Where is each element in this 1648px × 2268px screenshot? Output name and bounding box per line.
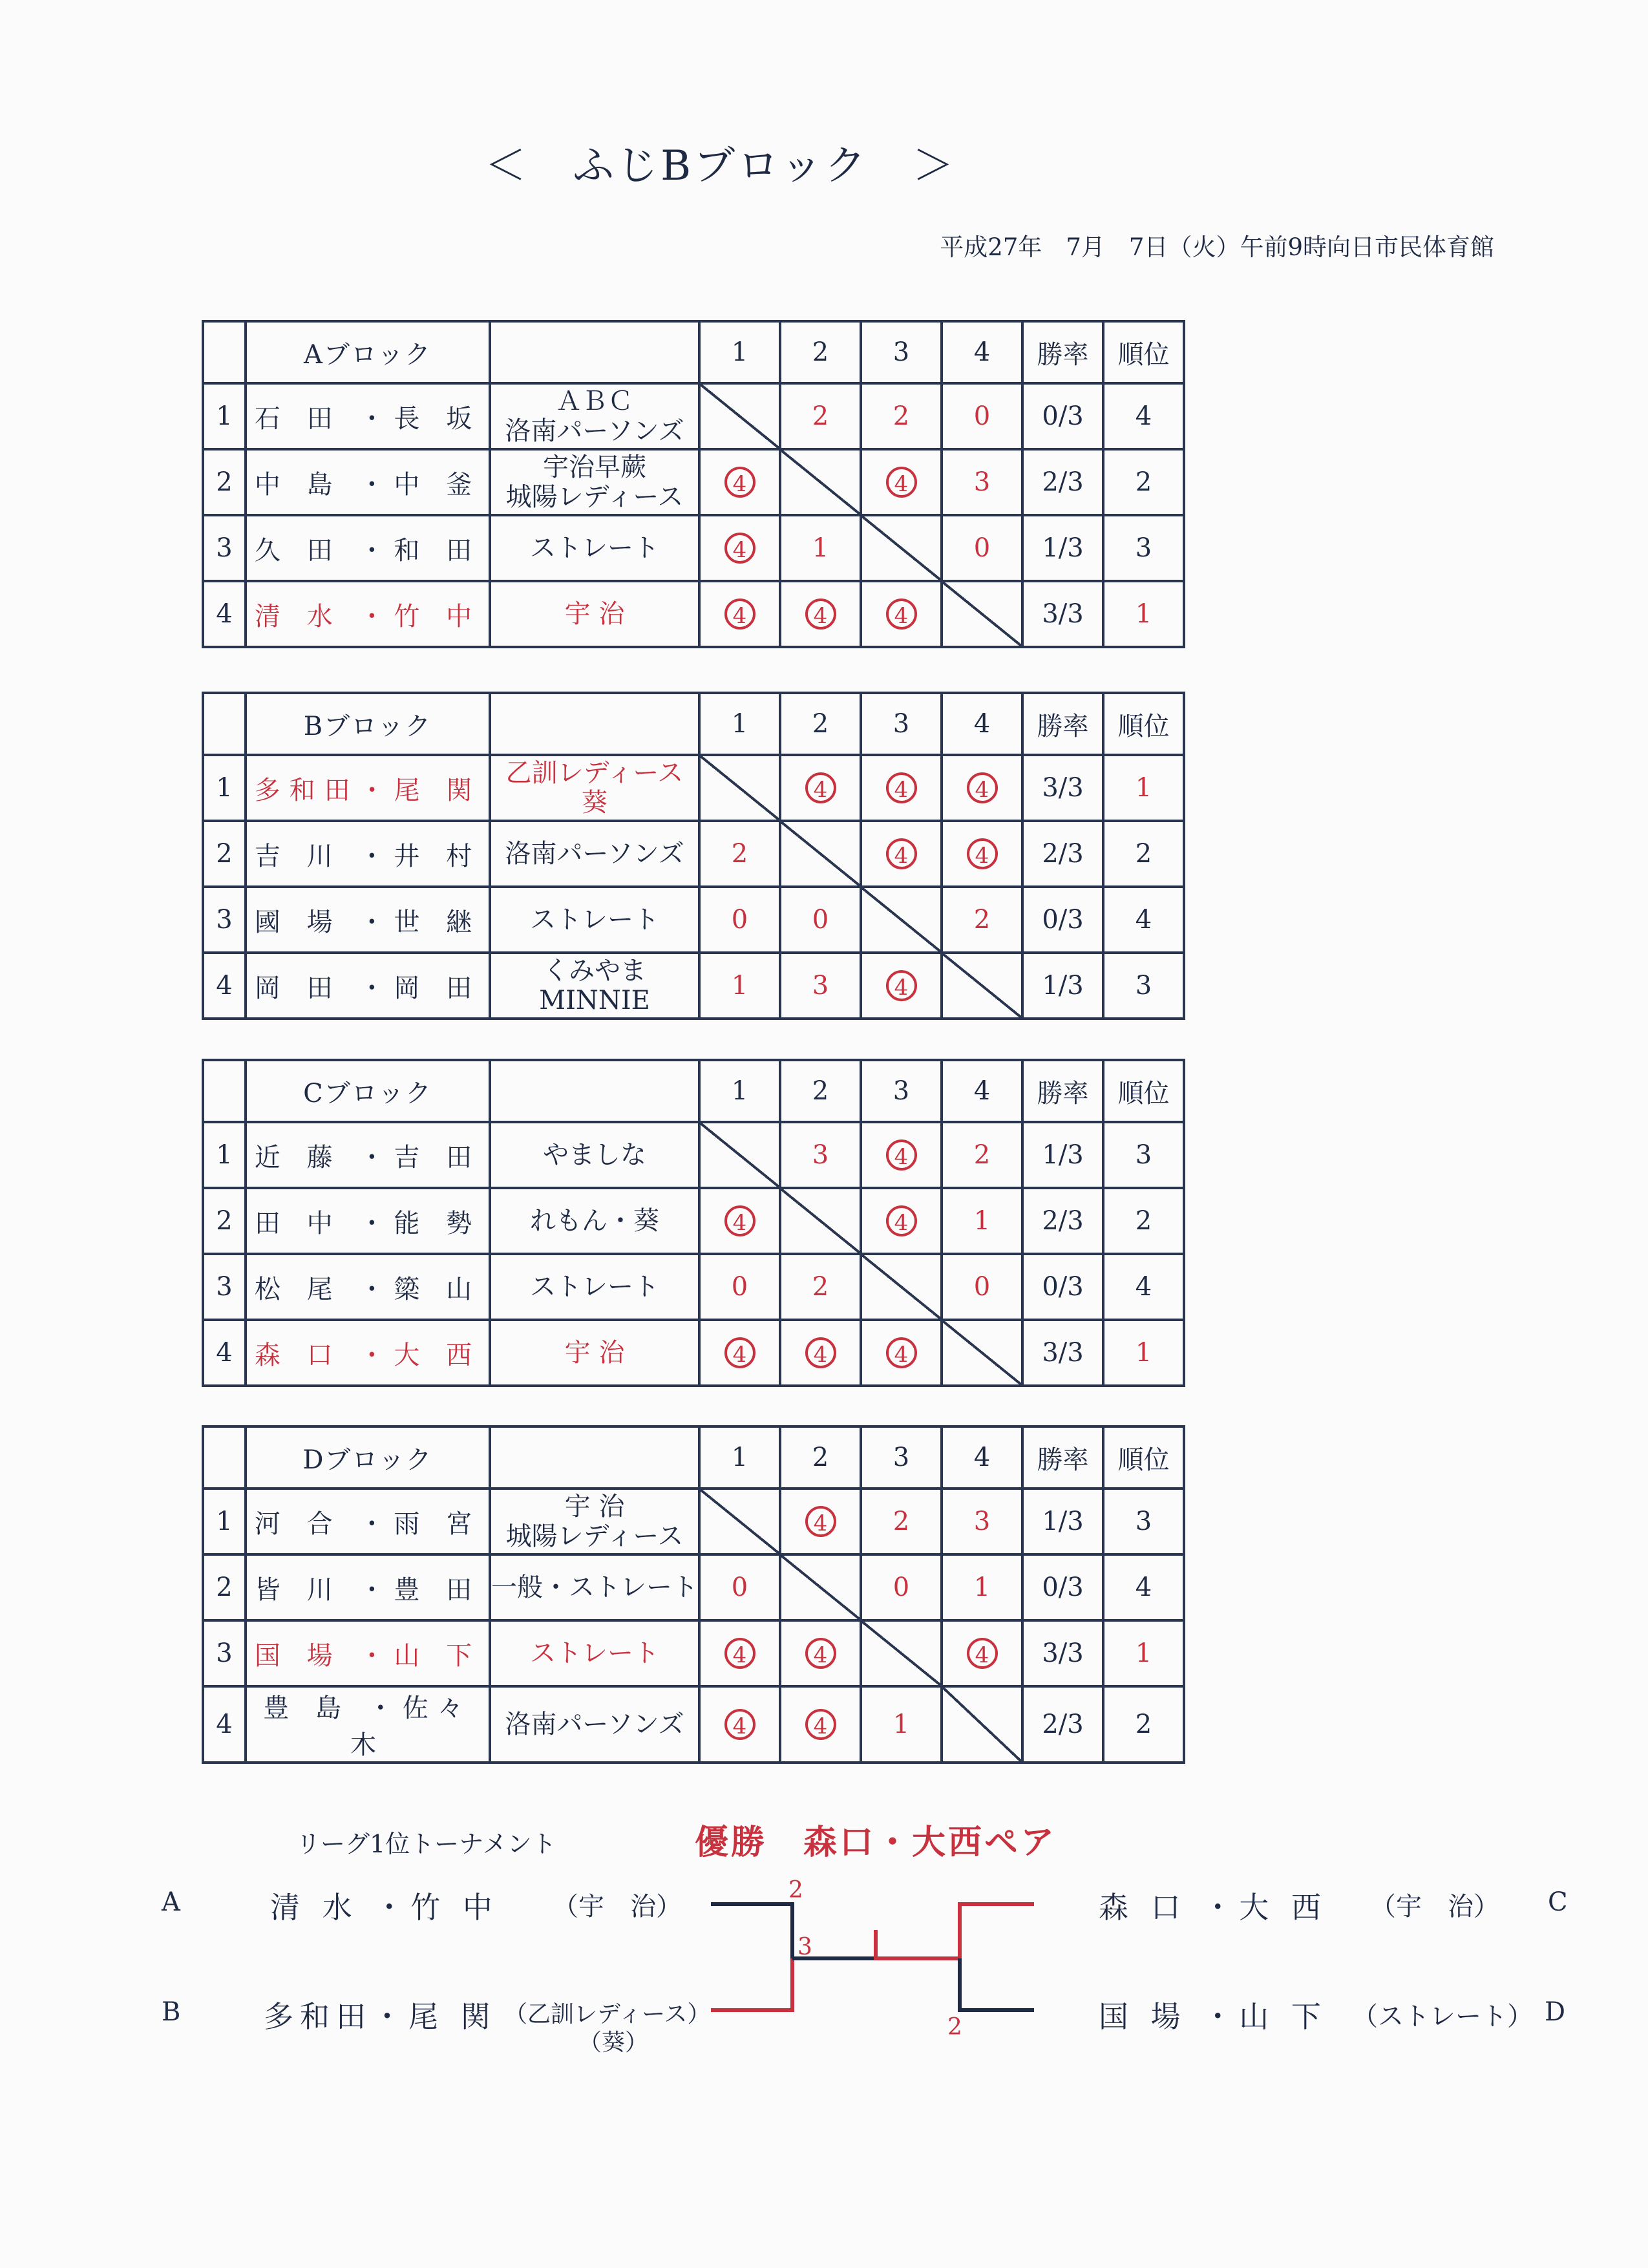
header-col-4: 4	[942, 1060, 1022, 1122]
win-score-circle: 4	[805, 1506, 836, 1537]
rank: 1	[1103, 1620, 1184, 1686]
win-rate: 2/3	[1022, 449, 1103, 515]
header-win-rate: 勝率	[1022, 1426, 1103, 1489]
club-name: ストレート	[530, 1272, 659, 1302]
header-win-rate: 勝率	[1022, 321, 1103, 383]
rank: 3	[1103, 515, 1184, 581]
bracket-score-d: 2	[947, 2014, 962, 2040]
row-no: 4	[203, 581, 246, 647]
club-name: ＡＢＣ	[556, 387, 633, 416]
win-rate: 1/3	[1022, 1489, 1103, 1554]
win-score-circle: 4	[805, 1337, 836, 1368]
win-rate: 3/3	[1022, 1320, 1103, 1386]
win-score-circle: 4	[967, 772, 998, 803]
header-col-2: 2	[780, 693, 861, 755]
bracket-score-semi: 3	[798, 1934, 812, 1960]
row-no: 2	[203, 449, 246, 515]
score-cell: 2	[942, 887, 1022, 953]
row-no: 3	[203, 1254, 246, 1320]
score-cell: 2	[861, 383, 942, 449]
score-cell: 1	[942, 1554, 1022, 1620]
rank: 2	[1103, 821, 1184, 887]
rank: 1	[1103, 755, 1184, 821]
score-cell: 2	[861, 1489, 942, 1554]
rank: 4	[1103, 383, 1184, 449]
champion-banner: 優勝 森口・大西ペア	[695, 1823, 1057, 1862]
bracket-line-d	[960, 1958, 1034, 2010]
rank: 1	[1103, 581, 1184, 647]
block-name: Cブロック	[246, 1060, 490, 1122]
block-name: Bブロック	[246, 693, 490, 755]
win-rate: 0/3	[1022, 1554, 1103, 1620]
header-rank: 順位	[1103, 1060, 1184, 1122]
pair-name: 松 尾 ・簗 山	[246, 1254, 490, 1320]
row-no: 4	[203, 953, 246, 1019]
tournament-title: リーグ1位トーナメント	[296, 1830, 556, 1858]
header-col-1: 1	[699, 321, 780, 383]
header-col-3: 3	[861, 1426, 942, 1489]
pair-name: 清 水 ・竹 中	[246, 581, 490, 647]
bracket-letter-a: A	[162, 1887, 180, 1917]
row-no: 1	[203, 1489, 246, 1554]
score-cell: 0	[780, 887, 861, 953]
pair-name: 近 藤 ・吉 田	[246, 1122, 490, 1188]
row-no: 3	[203, 887, 246, 953]
header-win-rate: 勝率	[1022, 693, 1103, 755]
pair-name: 國 場 ・世 継	[246, 887, 490, 953]
header-col-4: 4	[942, 321, 1022, 383]
win-rate: 0/3	[1022, 887, 1103, 953]
header-col-4: 4	[942, 1426, 1022, 1489]
rank: 3	[1103, 1489, 1184, 1554]
bracket-team-b-club2: （葵）	[578, 2030, 649, 2056]
club-name: れもん・葵	[530, 1206, 659, 1236]
bracket-line-final	[876, 1930, 960, 1958]
club-name: やましな	[543, 1140, 646, 1170]
win-rate: 3/3	[1022, 755, 1103, 821]
score-cell: 0	[699, 887, 780, 953]
header-win-rate: 勝率	[1022, 1060, 1103, 1122]
pair-name: 皆 川 ・豊 田	[246, 1554, 490, 1620]
win-score-circle: 4	[886, 838, 917, 869]
score-cell: 2	[780, 1254, 861, 1320]
score-cell: 0	[942, 383, 1022, 449]
win-score-circle: 4	[886, 970, 917, 1001]
pair-name: 多和田・尾 関	[246, 755, 490, 821]
score-cell: 3	[942, 1489, 1022, 1554]
win-score-circle: 4	[886, 1139, 917, 1171]
header-col-3: 3	[861, 1060, 942, 1122]
rank: 4	[1103, 887, 1184, 953]
club-name: 洛南パーソンズ	[505, 839, 684, 869]
win-rate: 2/3	[1022, 1188, 1103, 1254]
page-title: ＜ ふじBブロック ＞	[485, 142, 956, 190]
pair-name: 森 口 ・大 西	[246, 1320, 490, 1386]
win-rate: 2/3	[1022, 1686, 1103, 1763]
win-score-circle: 4	[886, 467, 917, 498]
club-name: 洛南パーソンズ	[505, 416, 684, 446]
score-cell: 3	[780, 953, 861, 1019]
header-col-3: 3	[861, 693, 942, 755]
pair-name: 岡 田 ・岡 田	[246, 953, 490, 1019]
club-name: くみやまMINNIE	[539, 956, 650, 1015]
club-name: 洛南パーソンズ	[505, 1710, 684, 1739]
row-no: 2	[203, 1554, 246, 1620]
win-score-circle: 4	[724, 599, 755, 630]
score-cell: 1	[699, 953, 780, 1019]
pair-name: 吉 川 ・井 村	[246, 821, 490, 887]
header-col-2: 2	[780, 1426, 861, 1489]
pair-name: 豊 島 ・佐々木	[246, 1686, 490, 1763]
win-score-circle: 4	[724, 1709, 755, 1740]
row-no: 3	[203, 1620, 246, 1686]
score-cell: 2	[699, 821, 780, 887]
bracket-team-c-name: 森 口 ・大 西	[1099, 1890, 1327, 1925]
score-cell: 0	[699, 1254, 780, 1320]
club-name: 宇 治	[564, 1338, 625, 1368]
bracket-letter-c: C	[1548, 1887, 1568, 1917]
pair-name: 田 中 ・能 勢	[246, 1188, 490, 1254]
score-cell: 0	[699, 1554, 780, 1620]
win-rate: 3/3	[1022, 581, 1103, 647]
win-rate: 1/3	[1022, 1122, 1103, 1188]
rank: 2	[1103, 449, 1184, 515]
score-cell: 2	[780, 383, 861, 449]
rank: 2	[1103, 1188, 1184, 1254]
rank: 3	[1103, 1122, 1184, 1188]
win-score-circle: 4	[724, 1205, 755, 1236]
pair-name: 国 場 ・山 下	[246, 1620, 490, 1686]
bracket-score-a: 2	[788, 1877, 803, 1903]
bracket-team-b-name: 多和田・尾 関	[264, 1999, 497, 2034]
win-score-circle: 4	[967, 838, 998, 869]
row-no: 3	[203, 515, 246, 581]
header-col-1: 1	[699, 693, 780, 755]
club-name: 宇治早蕨	[543, 452, 646, 482]
event-date: 平成27年 7月 7日（火）午前9時向日市民体育館	[940, 233, 1494, 261]
bracket-team-b-club: （乙訓レディース）	[504, 2001, 711, 2028]
win-score-circle: 4	[805, 772, 836, 803]
score-cell: 0	[942, 515, 1022, 581]
score-cell: 1	[942, 1188, 1022, 1254]
club-name: ストレート	[530, 1638, 659, 1668]
win-score-circle: 4	[886, 1205, 917, 1236]
pair-name: 中 島 ・中 釜	[246, 449, 490, 515]
header-col-3: 3	[861, 321, 942, 383]
score-cell: 2	[942, 1122, 1022, 1188]
bracket-letter-b: B	[162, 1997, 181, 2027]
score-cell: 3	[942, 449, 1022, 515]
win-rate: 1/3	[1022, 953, 1103, 1019]
win-score-circle: 4	[805, 599, 836, 630]
header-col-1: 1	[699, 1426, 780, 1489]
win-rate: 0/3	[1022, 383, 1103, 449]
header-col-2: 2	[780, 321, 861, 383]
row-no: 1	[203, 1122, 246, 1188]
win-score-circle: 4	[967, 1638, 998, 1669]
club-name: ストレート	[530, 905, 659, 935]
club-name: 宇 治	[564, 599, 625, 629]
score-cell: 1	[861, 1686, 942, 1763]
win-score-circle: 4	[724, 533, 755, 564]
bracket-line-c	[960, 1904, 1034, 1958]
club-name: 城陽レディース	[505, 1521, 684, 1551]
bracket-team-c-club: （宇 治）	[1370, 1892, 1499, 1922]
bracket-team-d-club: （ストレート）	[1352, 2002, 1533, 2031]
header-rank: 順位	[1103, 1426, 1184, 1489]
club-name: ストレート	[530, 533, 659, 563]
win-score-circle: 4	[886, 1337, 917, 1368]
bracket-line-a	[711, 1904, 792, 1958]
row-no: 2	[203, 1188, 246, 1254]
win-score-circle: 4	[886, 772, 917, 803]
rank: 3	[1103, 953, 1184, 1019]
header-rank: 順位	[1103, 321, 1184, 383]
bracket-team-d-name: 国 場 ・山 下	[1099, 1999, 1327, 2034]
win-rate: 0/3	[1022, 1254, 1103, 1320]
block-name: Dブロック	[246, 1426, 490, 1489]
win-score-circle: 4	[724, 1638, 755, 1669]
header-col-4: 4	[942, 693, 1022, 755]
score-cell: 0	[942, 1254, 1022, 1320]
pair-name: 河 合 ・雨 宮	[246, 1489, 490, 1554]
rank: 1	[1103, 1320, 1184, 1386]
club-name: 城陽レディース	[505, 482, 684, 512]
win-score-circle: 4	[724, 1337, 755, 1368]
header-col-1: 1	[699, 1060, 780, 1122]
score-cell: 1	[780, 515, 861, 581]
bracket-team-a-club: （宇 治）	[553, 1892, 682, 1922]
bracket-team-a-name: 清 水 ・竹 中	[270, 1890, 499, 1925]
row-no: 1	[203, 755, 246, 821]
score-cell: 0	[861, 1554, 942, 1620]
win-score-circle: 4	[805, 1709, 836, 1740]
pair-name: 石 田 ・長 坂	[246, 383, 490, 449]
rank: 4	[1103, 1254, 1184, 1320]
win-rate: 2/3	[1022, 821, 1103, 887]
bracket-line-b	[711, 1958, 792, 2010]
row-no: 4	[203, 1686, 246, 1763]
win-rate: 1/3	[1022, 515, 1103, 581]
header-col-2: 2	[780, 1060, 861, 1122]
rank: 4	[1103, 1554, 1184, 1620]
club-name: 宇 治	[564, 1492, 625, 1521]
win-score-circle: 4	[724, 467, 755, 498]
row-no: 2	[203, 821, 246, 887]
header-rank: 順位	[1103, 693, 1184, 755]
rank: 2	[1103, 1686, 1184, 1763]
club-name: 一般・ストレート	[491, 1573, 698, 1602]
block-name: Aブロック	[246, 321, 490, 383]
row-no: 1	[203, 383, 246, 449]
win-rate: 3/3	[1022, 1620, 1103, 1686]
club-name: 乙訓レディース	[505, 758, 684, 788]
club-name: 葵	[582, 788, 607, 818]
bracket-letter-d: D	[1545, 1997, 1566, 2027]
pair-name: 久 田 ・和 田	[246, 515, 490, 581]
win-score-circle: 4	[886, 599, 917, 630]
row-no: 4	[203, 1320, 246, 1386]
score-cell: 3	[780, 1122, 861, 1188]
win-score-circle: 4	[805, 1638, 836, 1669]
